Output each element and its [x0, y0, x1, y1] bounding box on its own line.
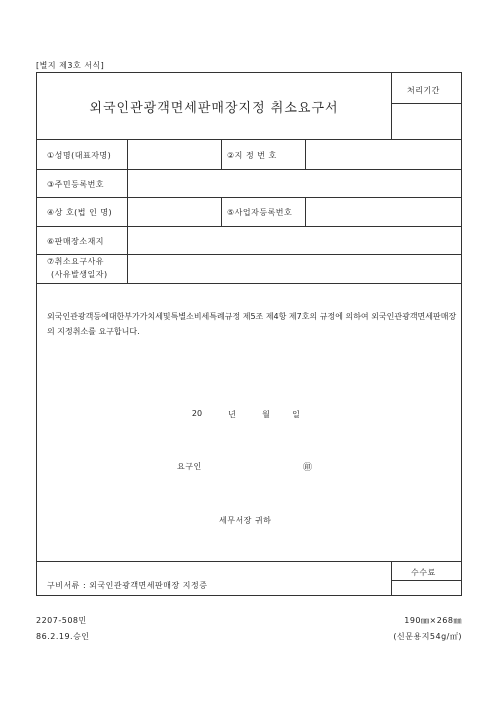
mid-label-divider-1 — [305, 139, 306, 169]
business-registration-field[interactable] — [307, 199, 460, 224]
row-line-5 — [37, 283, 462, 284]
documents-top-line — [37, 561, 462, 562]
date-year-label: 년 — [228, 410, 236, 419]
form-number: 2207-508민 — [36, 616, 87, 625]
request-statement: 외국인관광객등에대한부가가치세및특별소비세특례규정 제5조 제4항 제7호의 규정에 의하여 외국인관광객면세판매장의 지정취소를 요구합니다. — [47, 312, 457, 336]
fee-divider — [391, 561, 392, 596]
business-registration-label: ⑤사업자등록번호 — [227, 208, 293, 217]
store-location-field[interactable] — [129, 228, 460, 252]
fee-header-line — [391, 580, 462, 581]
table-top-line — [37, 139, 462, 140]
date-day-label: 일 — [292, 410, 300, 419]
mid-label-divider-2 — [305, 197, 306, 226]
designation-number-field[interactable] — [307, 141, 460, 167]
cancel-reason-date-label: (사유발생일자) — [51, 270, 108, 279]
paper-size: 190㎜×268㎜ — [404, 616, 462, 625]
processing-header-line — [391, 103, 462, 104]
row-line-1 — [37, 169, 462, 170]
addressee: 세무서장 귀하 — [219, 516, 272, 525]
cancel-reason-label: ⑦취소요구사유 — [47, 257, 105, 266]
row-line-4 — [37, 254, 462, 255]
cancellation-request-form — [36, 72, 462, 596]
row-line-2 — [37, 197, 462, 198]
resident-number-field[interactable] — [129, 171, 460, 195]
name-label: ①성명(대표자명) — [47, 151, 112, 160]
fee-label: 수수료 — [411, 568, 436, 577]
requester-label: 요구인 — [177, 462, 202, 471]
paper-type: (신문용지54g/㎡) — [393, 632, 462, 641]
label-column-divider — [127, 139, 128, 283]
row-line-3 — [37, 226, 462, 227]
mid-column-divider-2 — [221, 197, 222, 226]
form-header-note: [별지 제3호 서식] — [36, 61, 105, 70]
designation-number-label: ②지 정 번 호 — [227, 151, 277, 160]
cancel-reason-field[interactable] — [129, 256, 460, 281]
processing-divider — [391, 73, 392, 139]
form-title: 외국인관광객면세판매장지정 취소요구서 — [89, 101, 339, 116]
mid-column-divider-1 — [221, 139, 222, 169]
processing-period-label: 처리기간 — [407, 86, 440, 95]
seal-mark: ㊞ — [303, 463, 313, 473]
name-field[interactable] — [129, 141, 219, 167]
resident-number-label: ③주민등록번호 — [47, 180, 105, 189]
trade-name-label: ④상 호(법 인 명) — [47, 208, 113, 217]
date-month-label: 월 — [262, 410, 270, 419]
required-documents: 구비서류 : 외국인관광객면세판매장 지정증 — [47, 581, 208, 590]
date-year-prefix: 20 — [191, 409, 203, 418]
approval-date: 86.2.19.승인 — [36, 632, 90, 641]
store-location-label: ⑥판매장소재지 — [47, 237, 105, 246]
trade-name-field[interactable] — [129, 199, 219, 224]
